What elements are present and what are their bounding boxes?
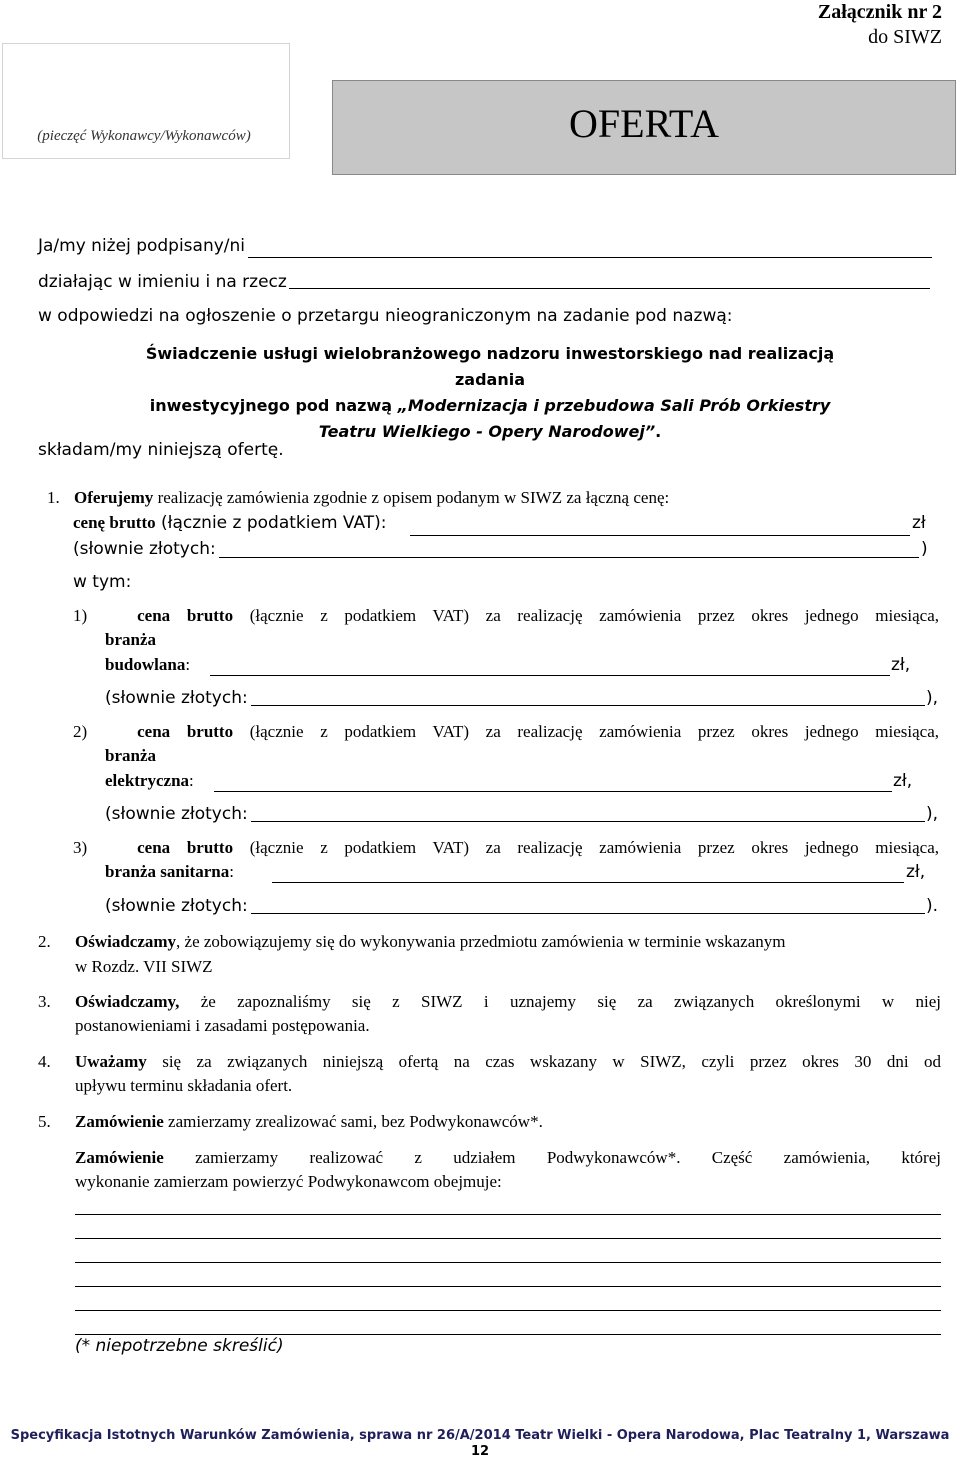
item-3-branch-name bbox=[105, 862, 234, 882]
item-3-currency: zł, bbox=[906, 862, 926, 882]
point-5-bold: Zamówienie bbox=[75, 1112, 164, 1131]
item-1-colon: : bbox=[185, 655, 191, 674]
item-3-line bbox=[73, 838, 939, 858]
subcontract-line-4[interactable] bbox=[75, 1286, 941, 1287]
item-1-branch-label: budowlana bbox=[105, 655, 186, 674]
acting-label: działając w imieniu i na rzecz bbox=[38, 272, 287, 292]
point-2-line-1 bbox=[75, 932, 786, 952]
point-1 bbox=[47, 488, 669, 508]
signed-fill-line[interactable] bbox=[248, 257, 932, 258]
point-3-text-1: że zapoznaliśmy się z SIWZ i uznajemy się za związanych określonymi w niej bbox=[179, 992, 941, 1011]
point-3-line-1 bbox=[75, 992, 941, 1012]
subcontract-line-2[interactable] bbox=[75, 1238, 941, 1239]
submit-text: składam/my niniejszą ofertę. bbox=[38, 440, 284, 460]
item-2-words-field[interactable] bbox=[251, 821, 925, 822]
item-3-num: 3) bbox=[73, 838, 88, 857]
point-2-text-1: , że zobowiązujemy się do wykonywania przedmiotu zamówienia w terminie wskazanym bbox=[176, 932, 786, 951]
point-2-bold: Oświadczamy bbox=[75, 932, 177, 951]
subcontract-line-5[interactable] bbox=[75, 1310, 941, 1311]
item-3-colon: : bbox=[229, 862, 234, 881]
subcontract-line-6[interactable] bbox=[75, 1334, 941, 1335]
gross-price-currency: zł bbox=[912, 513, 926, 533]
item-1-words-close: ), bbox=[926, 688, 939, 708]
item-1-currency: zł, bbox=[891, 655, 911, 675]
item-2-words-close: ), bbox=[926, 804, 939, 824]
point-4-line-1 bbox=[75, 1052, 941, 1072]
point-5-text-1: zamierzamy zrealizować sami, bez Podwykonawców*. bbox=[163, 1112, 543, 1131]
point-5-line-2 bbox=[75, 1148, 941, 1168]
item-2-branch: branża bbox=[105, 746, 156, 765]
attachment-header bbox=[818, 0, 942, 50]
including-label: w tym: bbox=[73, 572, 132, 592]
item-2-num: 2) bbox=[73, 722, 88, 741]
subcontract-line-1[interactable] bbox=[75, 1214, 941, 1215]
item-2-line bbox=[73, 722, 939, 742]
point-3-num: 3. bbox=[38, 992, 51, 1011]
attachment-number: Załącznik nr 2 bbox=[817, 1, 942, 23]
item-3-words-field[interactable] bbox=[251, 913, 925, 914]
item-2-branch-name bbox=[105, 771, 194, 791]
stamp-label: (pieczęć Wykonawcy/Wykonawców) bbox=[37, 128, 251, 144]
point-2-line-2: w Rozdz. VII SIWZ bbox=[75, 957, 213, 976]
item-2-colon: : bbox=[189, 771, 194, 790]
point-1-text: realizację zamówienia zgodnie z opisem podanym w SIWZ za łączną cenę: bbox=[153, 488, 670, 507]
item-2-bold: cena brutto bbox=[137, 722, 234, 741]
subject-line-1: Świadczenie usługi wielobranżowego nadzoru inwestorskiego nad realizacją zadania bbox=[145, 344, 835, 389]
point-4-num: 4. bbox=[38, 1052, 51, 1071]
point-1-num: 1. bbox=[47, 488, 60, 507]
item-1-price-field[interactable] bbox=[210, 675, 890, 676]
point-3-bold: Oświadczamy, bbox=[75, 992, 180, 1011]
subject-line-2 bbox=[130, 393, 850, 419]
item-1-bold: cena brutto bbox=[137, 606, 234, 625]
point-3-line-2: postanowieniami i zasadami postępowania. bbox=[75, 1016, 370, 1035]
acting-fill-line[interactable] bbox=[289, 288, 930, 289]
subject-dot: . bbox=[655, 422, 662, 441]
item-2-branch-label: elektryczna bbox=[105, 771, 190, 790]
attachment-ref: do SIWZ bbox=[868, 26, 942, 48]
item-2-price-field[interactable] bbox=[214, 791, 892, 792]
subcontract-line-3[interactable] bbox=[75, 1262, 941, 1263]
item-2-currency: zł, bbox=[893, 771, 913, 791]
item-1-branch: branża bbox=[105, 630, 156, 649]
page-number: 12 bbox=[470, 1444, 490, 1459]
item-1-num: 1) bbox=[73, 606, 88, 625]
subject-name-1: „Modernizacja i przebudowa Sali Prób Orkiestry bbox=[397, 396, 831, 415]
point-5-text-2: zamierzamy realizować z udziałem Podwykonawców*. Część zamówienia, której bbox=[163, 1148, 941, 1167]
point-4-line-2: upływu terminu składania ofert. bbox=[75, 1076, 293, 1095]
subject-name-2: Teatru Wielkiego - Opery Narodowej” bbox=[318, 422, 656, 441]
response-label: w odpowiedzi na ogłoszenie o przetargu nieograniczonym na zadanie pod nazwą: bbox=[38, 306, 733, 326]
point-2-num: 2. bbox=[38, 932, 51, 951]
contract-subject bbox=[130, 341, 850, 445]
item-2-text: (łącznie z podatkiem VAT) za realizację zamówienia przez okres jednego miesiąca, bbox=[233, 722, 940, 741]
item-3-words-label: (słownie złotych: bbox=[105, 896, 248, 916]
page-title: OFERTA bbox=[569, 101, 719, 146]
gross-words-field[interactable] bbox=[219, 557, 919, 558]
gross-price-bold: cenę brutto bbox=[73, 513, 156, 532]
item-3-branch-label: branża sanitarna bbox=[105, 862, 230, 881]
gross-words-close: ) bbox=[921, 539, 928, 559]
item-3-words-close: ). bbox=[926, 896, 939, 916]
point-1-bold: Oferujemy bbox=[74, 488, 154, 507]
point-5-line-3: wykonanie zamierzam powierzyć Podwykonawcom obejmuje: bbox=[75, 1172, 502, 1191]
item-1-text: (łącznie z podatkiem VAT) za realizację zamówienia przez okres jednego miesiąca, bbox=[233, 606, 940, 625]
item-1-words-field[interactable] bbox=[251, 705, 925, 706]
signed-label: Ja/my niżej podpisany/ni bbox=[38, 236, 246, 256]
item-1-line bbox=[73, 606, 939, 626]
gross-price-text: (łącznie z podatkiem VAT): bbox=[155, 513, 387, 533]
footnote: (* niepotrzebne skreślić) bbox=[75, 1336, 284, 1356]
item-1-branch-name bbox=[105, 655, 190, 675]
gross-price-label bbox=[73, 513, 387, 533]
point-4-text-1: się za związanych niniejszą ofertą na czas wskazany w SIWZ, czyli przez okres 30 dni od bbox=[146, 1052, 941, 1071]
item-3-bold: cena brutto bbox=[137, 838, 234, 857]
item-2-words-label: (słownie złotych: bbox=[105, 804, 248, 824]
item-3-text: (łącznie z podatkiem VAT) za realizację zamówienia przez okres jednego miesiąca, bbox=[233, 838, 940, 857]
page-footer: Specyfikacja Istotnych Warunków Zamówienia, sprawa nr 26/A/2014 Teatr Wielki - Opera Narodowa, Plac Teatralny 1, Warszawa bbox=[10, 1428, 950, 1443]
item-1-words-label: (słownie złotych: bbox=[105, 688, 248, 708]
point-5-bold-2: Zamówienie bbox=[75, 1148, 164, 1167]
subject-prefix: inwestycyjnego pod nazwą bbox=[149, 396, 398, 415]
point-4-bold: Uważamy bbox=[75, 1052, 147, 1071]
point-5-num: 5. bbox=[38, 1112, 51, 1131]
gross-price-field[interactable] bbox=[410, 535, 910, 536]
item-3-price-field[interactable] bbox=[272, 882, 904, 883]
gross-words-label: (słownie złotych: bbox=[73, 539, 216, 559]
point-5-line-1 bbox=[75, 1112, 543, 1132]
